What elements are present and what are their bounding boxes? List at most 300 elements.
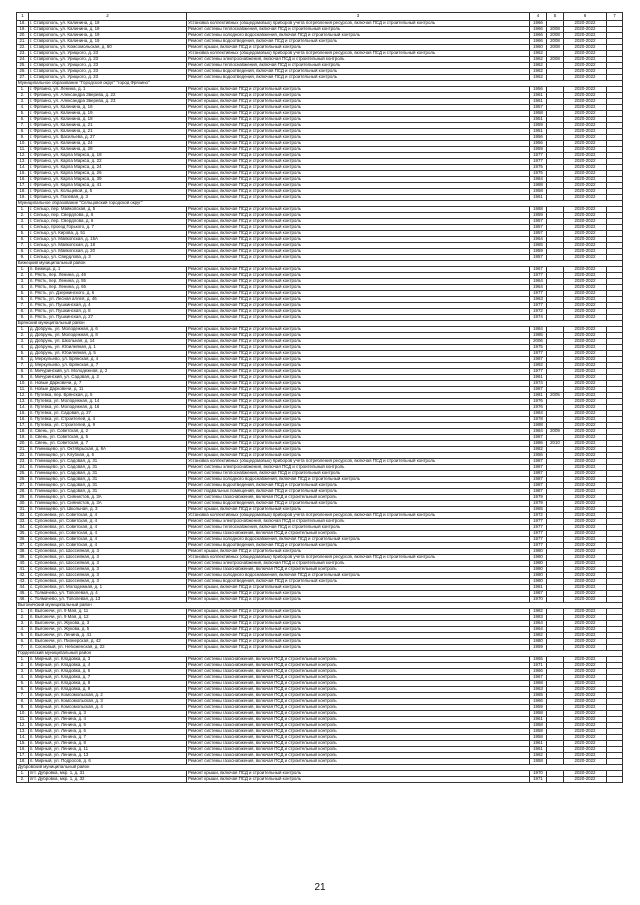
row-number-cell: 13. [17,159,29,165]
row-number-cell: 2. [17,663,29,669]
work-type-cell: Ремонт системы водоотведения, включая ПСД и строительный контроль [187,579,530,585]
year-built-cell: 1987 [530,435,547,441]
work-type-cell: Ремонт крыши, включая ПСД и строительный контроль [187,339,530,345]
planned-period-cell: 2020-2022 [564,39,607,45]
work-type-cell: Ремонт крыши, включая ПСД и строительный контроль [187,273,530,279]
row-number-cell: 6. [17,639,29,645]
row-number-cell: 6. [17,117,29,123]
row-number-cell: 1. [17,267,29,273]
address-cell: с. Толмачево, ул. Тополевая, д. 13 [29,597,187,603]
section-title: Гордеевский муниципальный район [17,651,623,657]
planned-period-cell: 2020-2022 [564,129,607,135]
row-number-cell: 23. [17,51,29,57]
address-cell: г. Сельцо, ул. Свердлова, д. 3 [29,255,187,261]
year-built-cell: 1961 [530,99,547,105]
year-built-cell: 1975 [530,165,547,171]
row-number-cell: 17. [17,423,29,429]
work-type-cell: Ремонт системы газоснабжения, включая ПСД и строительный контроль [187,687,530,693]
planned-period-cell: 2020-2022 [564,579,607,585]
planned-period-cell: 2020-2022 [564,447,607,453]
row-number-cell: 1. [17,207,29,213]
work-type-cell: Ремонт крыши, включая ПСД и строительный контроль [187,165,530,171]
year-built-cell: 1972 [530,309,547,315]
row-number-cell: 3. [17,621,29,627]
work-type-cell: Ремонт системы газоснабжения, включая ПСД и строительный контроль [187,567,530,573]
year-built-cell: 1984 [530,411,547,417]
year-built-cell: 1956 [530,453,547,459]
row-number-cell: 5. [17,633,29,639]
row-number-cell: 27. [17,483,29,489]
row-number-cell: 5. [17,231,29,237]
work-type-cell: Ремонт крыши, включая ПСД и строительный контроль [187,195,530,201]
planned-period-cell: 2020-2022 [564,537,607,543]
year-built-cell: 1971 [530,777,547,783]
section-title: Муниципальное образование "Городской округ" "город Фрязино" [17,81,623,87]
year-built-cell: 1980 [530,561,547,567]
address-cell: с. Супоневка, ул. Советская, д. 4 [29,531,187,537]
address-cell: с. Супоневка, ул. Шоссейная, д. 3 [29,549,187,555]
planned-period-cell: 2020-2022 [564,57,607,63]
row-number-cell: 4. [17,675,29,681]
planned-period-cell: 2020-2022 [564,741,607,747]
row-number-cell: 10. [17,711,29,717]
planned-period-cell: 2020-2022 [564,657,607,663]
address-cell: г. Фрязино, ул. Карла Маркса, д. 26 [29,171,187,177]
address-cell: п. Мирный, ул. Кладовка, д. 3 [29,657,187,663]
planned-period-cell: 2020-2022 [564,591,607,597]
address-cell: п. Мирный, ул. Кладовка, д. 7 [29,675,187,681]
address-cell: п. Мирный, ул. Комсомольская, д. 4 [29,705,187,711]
work-type-cell: Ремонт крыши, включая ПСД и строительный контроль [187,219,530,225]
work-type-cell: Ремонт системы электроснабжения, включая ПСД и строительный контроль [187,519,530,525]
address-cell: п. Глинищево, ул. Садовая, д. 31 [29,477,187,483]
address-cell: г. Фрязино, ул. Александра Зверева, д. 23 [29,99,187,105]
row-number-cell: 9. [17,705,29,711]
address-cell: с. Супоневка, ул. Советская, д. 4 [29,543,187,549]
work-type-cell: Ремонт крыши, включая ПСД и строительный контроль [187,363,530,369]
planned-period-cell: 2020-2022 [564,237,607,243]
work-type-cell: Ремонт системы газоснабжения, включая ПСД и строительный контроль [187,735,530,741]
work-type-cell: Ремонт крыши, включая ПСД и строительный контроль [187,129,530,135]
work-type-cell: Ремонт крыши, включая ПСД и строительный контроль [187,633,530,639]
year-built-cell: 1974 [530,381,547,387]
year-built-cell: 1987 [530,387,547,393]
address-cell: г. Ставрополь, ул. Калинина, д. 19 [29,33,187,39]
section-title: Дубровский муниципальный район [17,765,623,771]
address-cell: д. Меркульево, ул. Брянская, д. 7 [29,363,187,369]
address-cell: п. Мирный, ул. Ленина, д. 4 [29,717,187,723]
address-cell: п. Мирный, ул. Ленина, д. 7 [29,735,187,741]
section-title: Бежецкий муниципальный район [17,261,623,267]
planned-period-cell: 2020-2022 [564,327,607,333]
planned-period-cell: 2020-2022 [564,507,607,513]
capital-repair-table [16,12,623,783]
address-cell: пгт. Дубровка, мкр. 1, д. 32 [29,777,187,783]
row-number-cell: 19. [17,435,29,441]
work-type-cell: Ремонт крыши, включая ПСД и строительный контроль [187,291,530,297]
work-type-cell: Ремонт системы водоотведения, включая ПСД и строительный контроль [187,75,530,81]
address-cell: п. Выгоничи, ул. 9 Мая, д. 11 [29,609,187,615]
address-cell: п. Бежица, д. 1 [29,267,187,273]
year-built-cell: 1987 [530,483,547,489]
planned-period-cell: 2020-2022 [564,297,607,303]
year-built-cell: 1977 [530,273,547,279]
section-title: Брянский муниципальный район [17,321,623,327]
planned-period-cell: 2020-2022 [564,171,607,177]
work-type-cell: Ремонт крыши, включая ПСД и строительный контроль [187,777,530,783]
planned-period-cell: 2020-2022 [564,501,607,507]
year-built-cell: 1986 [530,441,547,447]
row-number-cell: 6. [17,687,29,693]
planned-period-cell: 2020-2022 [564,573,607,579]
year-built-cell: 1965 [530,243,547,249]
address-cell: д. Добрунь, ул. Юбилейная, д. 5 [29,351,187,357]
address-cell: г. Сельцо, ул. Майкопская, д. 20 [29,249,187,255]
planned-period-cell: 2020-2022 [564,483,607,489]
year-built-cell: 1977 [530,543,547,549]
planned-period-cell: 2020-2022 [564,273,607,279]
work-type-cell: Ремонт крыши, включая ПСД и строительный контроль [187,417,530,423]
year-built-cell: 1984 [530,429,547,435]
row-number-cell: 9. [17,315,29,321]
planned-period-cell: 2020-2022 [564,123,607,129]
address-cell: п. Рясть, ул. Лесная аллея, д. 46 [29,297,187,303]
work-type-cell: Ремонт крыши, включая ПСД и строительный контроль [187,105,530,111]
planned-period-cell: 2020-2022 [564,279,607,285]
work-type-cell: Ремонт крыши, включая ПСД и строительный контроль [187,255,530,261]
work-type-cell: Ремонт системы газоснабжения, включая ПСД и строительный контроль [187,675,530,681]
row-number-cell: 21. [17,39,29,45]
year-built-cell: 1959 [530,645,547,651]
year-built-cell: 1956 [530,87,547,93]
row-number-cell: 5. [17,111,29,117]
address-cell: г. Фрязино, ул. Васильева, д. 27 [29,135,187,141]
address-cell: п. Выгоничи, ул. 9 Мая, д. 12 [29,615,187,621]
work-type-cell: Ремонт крыши, включая ПСД и строительный контроль [187,87,530,93]
year-built-cell: 1984 [530,327,547,333]
address-cell: п. Мирный, ул. Комсомольская, д. 3 [29,699,187,705]
planned-period-cell: 2020-2022 [564,675,607,681]
address-cell: п. Мирный, ул. Кладовка, д. 9 [29,687,187,693]
row-number-cell: 1. [17,87,29,93]
row-number-cell: 6. [17,357,29,363]
address-cell: д. Добрунь, ул. Школьная, д. 14 [29,339,187,345]
address-cell: п. Рясть, пер. Ленина, д. 65 [29,285,187,291]
year-built-cell: 1988 [530,423,547,429]
year-built-cell: 1988 [530,183,547,189]
row-number-cell: 26. [17,69,29,75]
address-cell: г. Фрязино, ул. Калинина, д. 16 [29,105,187,111]
row-number-cell: 15. [17,411,29,417]
row-number-cell: 1. [17,657,29,663]
row-number-cell: 8. [17,249,29,255]
planned-period-cell: 2020-2022 [564,33,607,39]
planned-period-cell: 2020-2022 [564,609,607,615]
row-number-cell: 32. [17,513,29,519]
work-type-cell: Ремонт системы газоснабжения, включая ПСД и строительный контроль [187,495,530,501]
row-number-cell: 9. [17,135,29,141]
year-built-cell: 1967 [530,675,547,681]
work-type-cell: Ремонт системы теплоснабжения, включая ПСД и строительный контроль [187,471,530,477]
row-number-cell: 2. [17,777,29,783]
work-type-cell: Ремонт системы электроснабжения, включая ПСД и строительный контроль [187,465,530,471]
year-built-cell: 1987 [530,471,547,477]
planned-period-cell: 2020-2022 [564,759,607,765]
year-built-cell: 1965 [530,507,547,513]
planned-period-cell: 2020-2022 [564,255,607,261]
row-number-cell: 26. [17,477,29,483]
work-type-cell: Ремонт крыши, включая ПСД и строительный контроль [187,225,530,231]
address-cell: п. Мирный, ул. Кладовка, д. 8 [29,681,187,687]
row-number-cell: 19. [17,27,29,33]
year-built-cell: 1962 [530,69,547,75]
year-built-cell: 1987 [530,591,547,597]
planned-period-cell: 2020-2022 [564,567,607,573]
address-cell: п. Свень, ул. Советская, д. 5 [29,435,187,441]
year-built-cell: 1964 [530,237,547,243]
planned-period-cell: 2020-2022 [564,687,607,693]
row-number-cell: 1. [17,771,29,777]
year-built-cell: 1967 [530,267,547,273]
work-type-cell: Ремонт крыши, включая ПСД и строительный контроль [187,645,530,651]
planned-period-cell: 2020-2022 [564,423,607,429]
row-number-cell: 16. [17,747,29,753]
work-type-cell: Ремонт крыши, включая ПСД и строительный контроль [187,609,530,615]
year-built-cell: 1963 [530,297,547,303]
address-cell: с. Супоневка, ул. Шоссейная, д. 3 [29,573,187,579]
row-number-cell: 3. [17,339,29,345]
work-type-cell: Ремонт крыши, включая ПСД и строительный контроль [187,117,530,123]
planned-period-cell: 2020-2022 [564,315,607,321]
planned-period-cell: 2020-2022 [564,585,607,591]
year-built-cell: 1977 [530,519,547,525]
work-type-cell: Ремонт системы газоснабжения, включая ПСД и строительный контроль [187,729,530,735]
planned-period-cell: 2020-2022 [564,159,607,165]
year-built-cell: 1980 [530,573,547,579]
work-type-cell: Ремонт системы холодного водоснабжения, включая ПСД и строительный контроль [187,33,530,39]
work-type-cell: Ремонт крыши, включая ПСД и строительный контроль [187,111,530,117]
work-type-cell: Ремонт системы газоснабжения, включая ПСД и строительный контроль [187,747,530,753]
planned-period-cell: 2020-2022 [564,285,607,291]
work-type-cell: Ремонт крыши, включая ПСД и строительный контроль [187,375,530,381]
address-cell: п. Рясть, пер. Ленина, д. 55 [29,279,187,285]
year-built-cell: 1958 [530,735,547,741]
address-cell: п. Новые Дарковичи, д. 11 [29,387,187,393]
planned-period-cell: 2020-2022 [564,699,607,705]
address-cell: д. Меркульево, ул. Брянская, д. 4 [29,357,187,363]
planned-period-cell: 2020-2022 [564,117,607,123]
work-type-cell: Ремонт системы газоснабжения, включая ПСД и строительный контроль [187,657,530,663]
work-type-cell: Ремонт крыши, включая ПСД и строительный контроль [187,249,530,255]
header-cell: 3 [187,13,530,21]
planned-period-cell: 2020-2022 [564,249,607,255]
work-type-cell: Ремонт крыши, включая ПСД и строительный контроль [187,771,530,777]
year-built-cell: 1956 [530,135,547,141]
planned-period-cell: 2020-2022 [564,303,607,309]
row-number-cell: 15. [17,171,29,177]
year-built-cell: 1951 [530,129,547,135]
year-built-cell: 1977 [530,537,547,543]
work-type-cell: Ремонт крыши, включая ПСД и строительный контроль [187,213,530,219]
page-number: 21 [314,882,326,893]
work-type-cell: Ремонт крыши, включая ПСД и строительный контроль [187,627,530,633]
row-number-cell: 20. [17,441,29,447]
row-number-cell: 14. [17,735,29,741]
work-type-cell: Ремонт системы газоснабжения, включая ПСД и строительный контроль [187,693,530,699]
row-number-cell: 5. [17,291,29,297]
work-type-cell: Ремонт системы холодного водоснабжения, включая ПСД и строительный контроль [187,537,530,543]
planned-period-cell: 2020-2022 [564,399,607,405]
work-type-cell: Ремонт системы водоотведения, включая ПСД и строительный контроль [187,69,530,75]
planned-period-cell: 2020-2022 [564,135,607,141]
row-number-cell: 2. [17,273,29,279]
year-built-cell: 1978 [530,417,547,423]
row-number-cell: 15. [17,741,29,747]
year-built-cell: 1977 [530,531,547,537]
planned-period-cell: 2020-2022 [564,153,607,159]
work-type-cell: Ремонт крыши, включая ПСД и строительный контроль [187,351,530,357]
work-type-cell: Ремонт крыши, включая ПСД и строительный контроль [187,405,530,411]
year-built-cell: 1977 [530,303,547,309]
address-cell: г. Ставрополь, ул. Калинина, д. 19 [29,21,187,27]
address-cell: г. Фрязино, ул. Карла Маркса, д. 22 [29,159,187,165]
row-number-cell: 7. [17,303,29,309]
address-cell: г. Ставрополь, ул. Урицкого, д. 23 [29,51,187,57]
header-cell: 2 [29,13,187,21]
year-built-cell: 1976 [530,399,547,405]
address-cell: п. Мичуринский, ул. Садовая, д. 2 [29,375,187,381]
address-cell: п. Путевка, ул. Молодежная, д. 16 [29,405,187,411]
address-cell: п. Путевка, ул. Садовая, д. 27 [29,411,187,417]
address-cell: д. Добрунь, ул. Юбилейная, д. 1 [29,345,187,351]
year-built-cell: 1968 [530,681,547,687]
work-type-cell: Ремонт крыши, включая ПСД и строительный контроль [187,345,530,351]
year-built-cell: 1957 [530,231,547,237]
row-number-cell: 33. [17,519,29,525]
planned-period-cell: 2020-2022 [564,405,607,411]
address-cell: п. Рясть, ул. Пушкинская, д. 4 [29,303,187,309]
planned-period-cell: 2020-2022 [564,189,607,195]
address-cell: п. Свень, ул. Советская, д. 7 [29,441,187,447]
work-type-cell: Ремонт крыши, включая ПСД и строительный контроль [187,123,530,129]
planned-period-cell: 2020-2022 [564,381,607,387]
address-cell: г. Сельцо, ул. Кирова, д. 51 [29,231,187,237]
year-built-cell: 1977 [530,159,547,165]
year-built-cell: 1970 [530,597,547,603]
row-number-cell: 41. [17,567,29,573]
row-number-cell: 5. [17,681,29,687]
table-header-row [17,13,623,21]
row-number-cell: 24. [17,465,29,471]
row-number-cell: 3. [17,99,29,105]
year-built-cell: 1971 [530,663,547,669]
address-cell: г. Фрязино, ул. Карла Маркса, д. 18 [29,153,187,159]
work-type-cell: Установка коллективных (общедомовых) приборов учета потребления ресурсов, включая ПСД и строительный контроль [187,513,530,519]
address-cell: п. Мирный, ул. Кладовка, д. 4 [29,663,187,669]
address-cell: п. Мирный, ул. Ленина, д. 6 [29,729,187,735]
address-cell: п. Мирный, ул. Ленина, д. 3 [29,711,187,717]
year-built-cell: 1958 [530,189,547,195]
address-cell: г. Сельцо, ул. Майкопская, д. 15А [29,237,187,243]
year-built-cell: 1977 [530,369,547,375]
work-type-cell: Ремонт крыши, включая ПСД и строительный контроль [187,507,530,513]
header-cell: 6 [564,13,607,21]
row-number-cell: 18. [17,759,29,765]
row-number-cell: 22. [17,453,29,459]
planned-period-cell: 2020-2022 [564,723,607,729]
year-built-cell: 1962 [530,753,547,759]
row-number-cell: 3. [17,669,29,675]
work-type-cell: Ремонт крыши, включая ПСД и строительный контроль [187,159,530,165]
planned-period-cell: 2020-2022 [564,21,607,27]
year-built-cell: 1966 [530,669,547,675]
year-built-cell: 1961 [530,717,547,723]
address-cell: г. Ставрополь, ул. Урицкого, д. 23 [29,63,187,69]
row-number-cell: 37. [17,543,29,549]
row-number-cell: 1. [17,327,29,333]
work-type-cell: Ремонт крыши, включая ПСД и строительный контроль [187,429,530,435]
section-title: Муниципальное образование "Сельцовский городской округ" [17,201,623,207]
year-built-cell: 1977 [530,525,547,531]
planned-period-cell: 2020-2022 [564,711,607,717]
work-type-cell: Ремонт крыши, включая ПСД и строительный контроль [187,297,530,303]
planned-period-cell: 2020-2022 [564,231,607,237]
row-number-cell: 42. [17,573,29,579]
table-row [17,777,623,783]
planned-period-cell: 2020-2022 [564,615,607,621]
work-type-cell: Ремонт системы газоснабжения, включая ПСД и строительный контроль [187,717,530,723]
year-built-cell: 1962 [530,63,547,69]
year-built-cell: 1964 [530,285,547,291]
work-type-cell: Ремонт крыши, включая ПСД и строительный контроль [187,591,530,597]
row-number-cell: 29. [17,495,29,501]
planned-period-cell: 2020-2022 [564,771,607,777]
row-number-cell: 11. [17,717,29,723]
planned-period-cell: 2020-2022 [564,633,607,639]
year-built-cell: 1980 [530,555,547,561]
work-type-cell: Ремонт системы водоотведения, включая ПСД и строительный контроль [187,483,530,489]
planned-period-cell: 2020-2022 [564,393,607,399]
row-number-cell: 8. [17,369,29,375]
row-number-cell: 16. [17,177,29,183]
planned-period-cell: 2020-2022 [564,645,607,651]
work-type-cell: Ремонт крыши, включая ПСД и строительный контроль [187,411,530,417]
empty-cell [607,777,623,783]
year-built-cell: 1951 [530,117,547,123]
row-number-cell: 21. [17,447,29,453]
address-cell: с. Супоневка, ул. Шоссейная, д. 3 [29,561,187,567]
year-built-cell: 1975 [530,171,547,177]
address-cell: г. Сельцо, пер. Свердлова, д. 6 [29,219,187,225]
planned-period-cell: 2020-2022 [564,177,607,183]
address-cell: г. Ставрополь, ул. Урицкого, д. 23 [29,69,187,75]
year-repair-cell: 2008 [547,57,564,63]
year-built-cell: 1959 [530,705,547,711]
planned-period-cell: 2020-2022 [564,345,607,351]
row-number-cell: 8. [17,129,29,135]
row-number-cell: 4. [17,225,29,231]
address-cell: п. Рясть, ул. Дзержинского, д. 6 [29,291,187,297]
year-built-cell: 1962 [530,57,547,63]
year-built-cell: 1956 [530,141,547,147]
row-number-cell: 7. [17,645,29,651]
planned-period-cell: 2020-2022 [564,99,607,105]
year-built-cell: 1977 [530,153,547,159]
planned-period-cell: 2020-2022 [564,621,607,627]
planned-period-cell: 2020-2022 [564,729,607,735]
address-cell: п. Глинищево, ул. Садовая, д. 31 [29,471,187,477]
planned-period-cell: 2020-2022 [564,291,607,297]
